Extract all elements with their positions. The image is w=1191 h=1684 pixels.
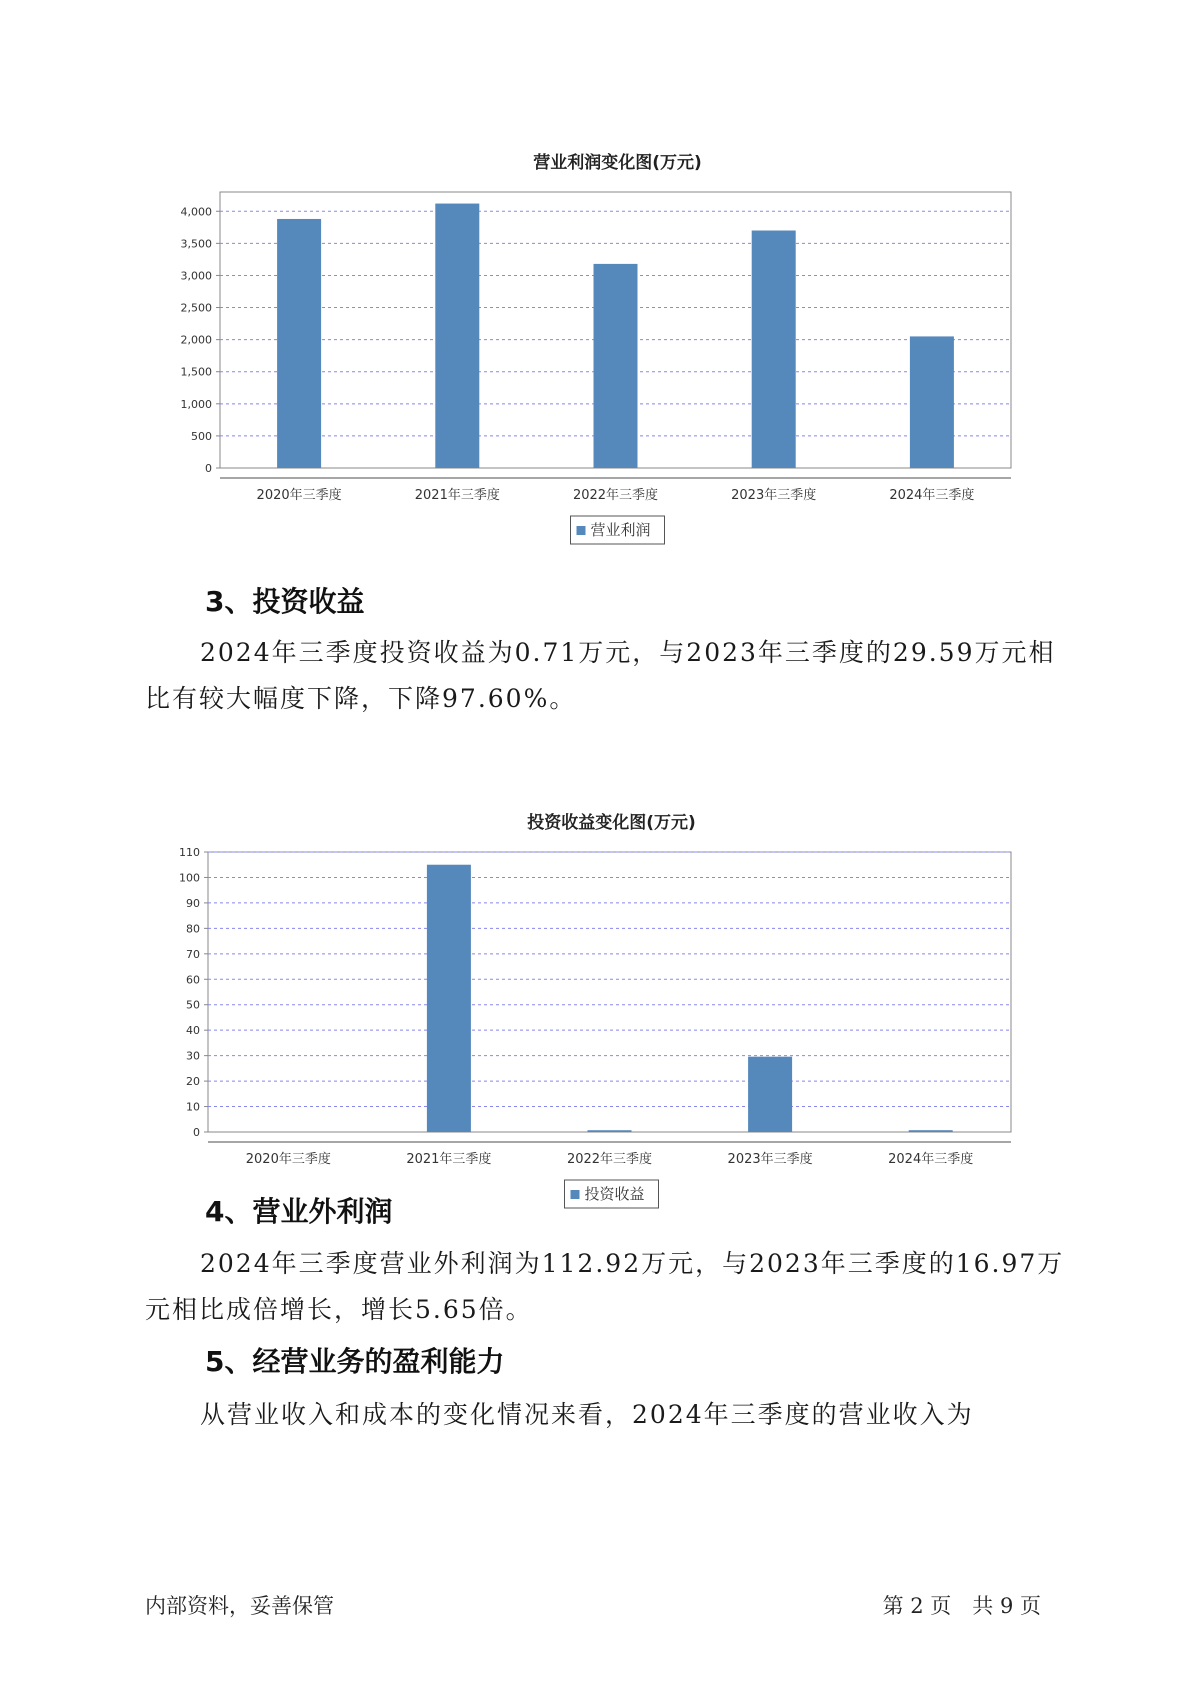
legend-label: 营业利润 bbox=[590, 521, 651, 539]
x-tick-label: 2023年三季度 bbox=[727, 1152, 813, 1167]
y-tick-label: 100 bbox=[179, 871, 200, 885]
section-5-heading: 5、经营业务的盈利能力 bbox=[205, 1345, 505, 1378]
y-tick-label: 60 bbox=[186, 973, 200, 987]
x-tick-label: 2021年三季度 bbox=[414, 488, 500, 503]
footer-confidential: 内部资料，妥善保管 bbox=[145, 1594, 334, 1618]
y-tick-label: 80 bbox=[186, 922, 200, 936]
y-tick-label: 40 bbox=[186, 1024, 200, 1038]
section-4-heading: 4、营业外利润 bbox=[205, 1195, 393, 1228]
bar bbox=[594, 264, 638, 468]
investment-income-chart bbox=[0, 800, 1191, 1245]
x-tick-label: 2024年三季度 bbox=[889, 488, 975, 503]
investment-income-chart-svg bbox=[0, 800, 1191, 1245]
y-tick-label: 1,000 bbox=[180, 397, 212, 411]
y-tick-label: 3,500 bbox=[180, 237, 212, 251]
y-tick-label: 0 bbox=[193, 1126, 200, 1139]
y-tick-label: 20 bbox=[186, 1075, 200, 1089]
y-tick-label: 1,500 bbox=[180, 365, 212, 379]
x-tick-label: 2020年三季度 bbox=[245, 1152, 331, 1167]
y-tick-label: 4,000 bbox=[180, 205, 212, 219]
y-tick-label: 3,000 bbox=[180, 269, 212, 283]
y-tick-label: 2,000 bbox=[180, 333, 212, 347]
chart-title: 投资收益变化图(万元) bbox=[527, 813, 696, 833]
x-tick-label: 2022年三季度 bbox=[572, 488, 659, 503]
bar bbox=[427, 865, 471, 1132]
chart-title: 营业利润变化图(万元) bbox=[533, 153, 702, 173]
bar bbox=[277, 219, 321, 468]
x-tick-label: 2022年三季度 bbox=[566, 1152, 653, 1167]
y-tick-label: 2,500 bbox=[180, 301, 212, 315]
legend-swatch bbox=[577, 526, 586, 535]
legend-label: 投资收益 bbox=[584, 1185, 645, 1203]
bar bbox=[752, 231, 796, 468]
section-3-paragraph: 2024年三季度投资收益为0.71万元，与2023年三季度的29.59万元相比有较大幅度下降，下降97.60%。 bbox=[145, 638, 1056, 713]
x-tick-label: 2024年三季度 bbox=[888, 1152, 974, 1167]
x-tick-label: 2020年三季度 bbox=[256, 488, 342, 503]
plot-border bbox=[208, 852, 1011, 1132]
y-tick-label: 0 bbox=[205, 462, 212, 475]
x-tick-label: 2021年三季度 bbox=[406, 1152, 492, 1167]
bar bbox=[909, 1130, 953, 1132]
bar bbox=[910, 336, 954, 468]
section-5-paragraph: 从营业收入和成本的变化情况来看，2024年三季度的营业收入为 bbox=[200, 1400, 974, 1429]
y-tick-label: 90 bbox=[186, 896, 200, 910]
legend-swatch bbox=[571, 1190, 580, 1199]
footer-page-number: 第 2 页 共 9 页 bbox=[882, 1594, 1041, 1618]
section-4-paragraph: 2024年三季度营业外利润为112.92万元，与2023年三季度的16.97万元相比成倍增长，增长5.65倍。 bbox=[145, 1249, 1065, 1324]
section-3-heading: 3、投资收益 bbox=[205, 585, 365, 618]
bar bbox=[748, 1057, 792, 1132]
y-tick-label: 70 bbox=[186, 947, 200, 961]
y-tick-label: 50 bbox=[186, 998, 200, 1012]
bar bbox=[588, 1130, 632, 1132]
y-tick-label: 30 bbox=[186, 1049, 200, 1063]
y-tick-label: 10 bbox=[186, 1100, 200, 1114]
x-tick-label: 2023年三季度 bbox=[731, 488, 817, 503]
operating-profit-chart bbox=[0, 140, 1191, 595]
operating-profit-chart-svg bbox=[0, 140, 1191, 595]
y-tick-label: 110 bbox=[179, 846, 200, 859]
bar bbox=[435, 204, 479, 468]
y-tick-label: 500 bbox=[191, 429, 212, 443]
